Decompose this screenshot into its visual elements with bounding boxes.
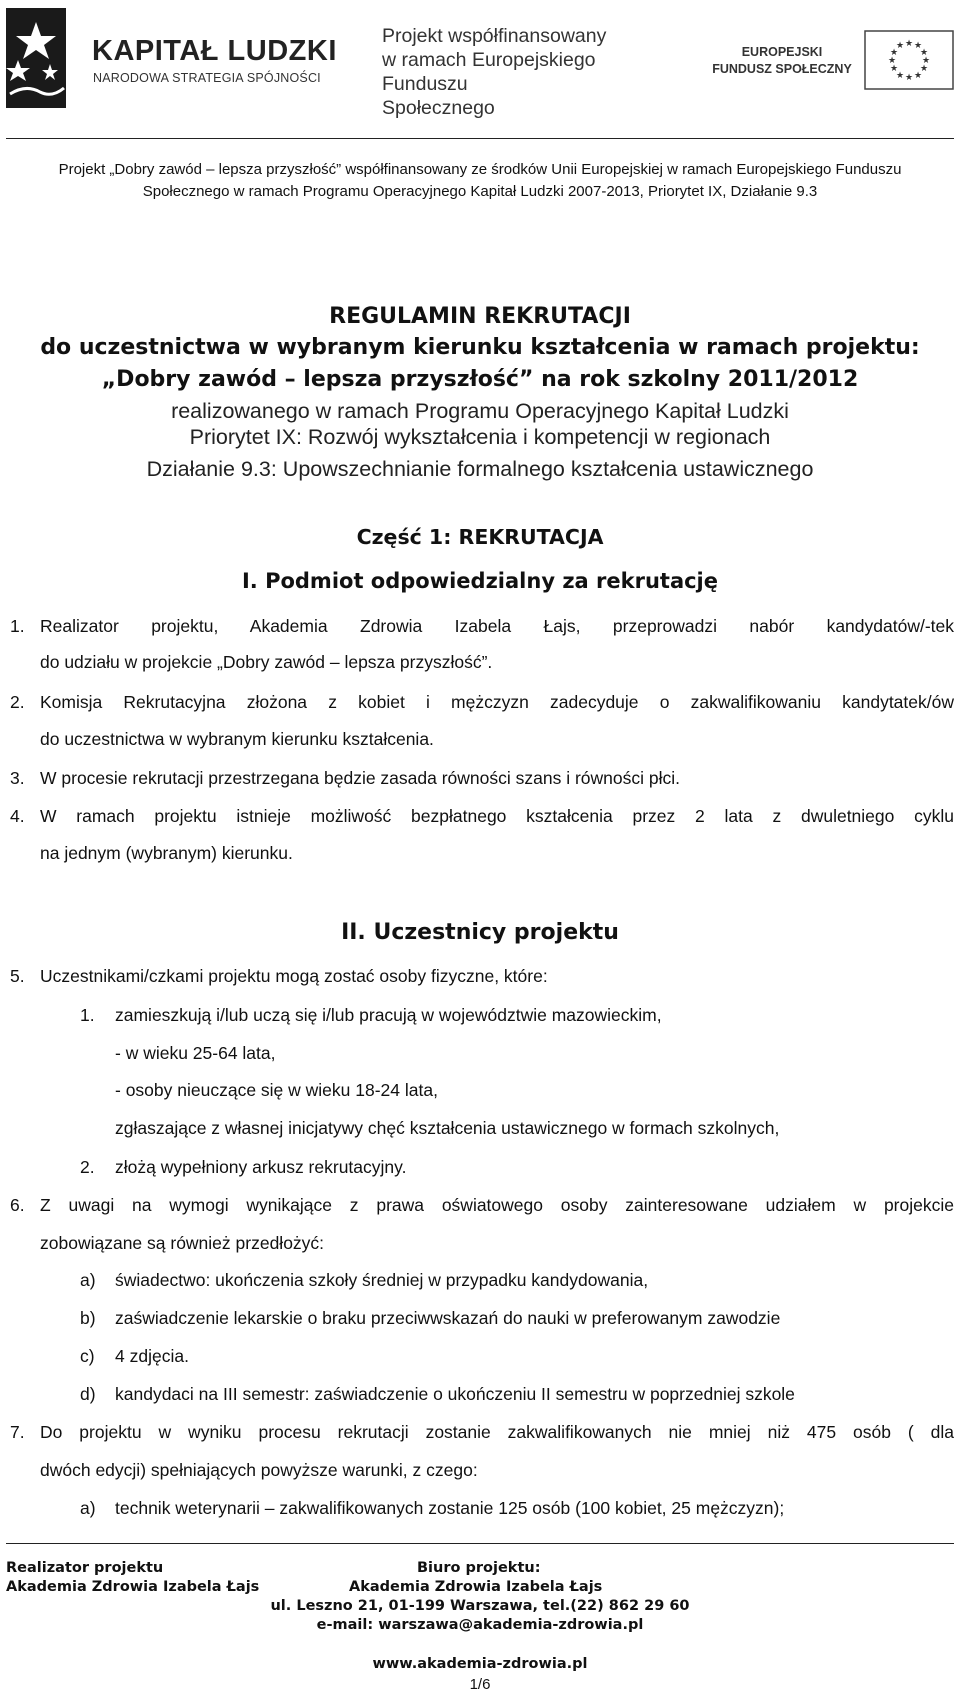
sub-item-label: a) <box>80 1270 96 1290</box>
efs-line: EUROPEJSKI <box>741 45 823 59</box>
footer-website[interactable]: www.akademia-zdrowia.pl <box>372 1656 588 1672</box>
sub-item-number: 2. <box>80 1157 95 1177</box>
title-action-line: Działanie 9.3: Upowszechnianie formalnego kształcenia ustawicznego <box>146 457 814 481</box>
efs-logo-text <box>712 44 852 78</box>
svg-text:★: ★ <box>895 41 905 51</box>
cofinancing-line: Projekt współfinansowany <box>382 25 607 47</box>
svg-text:★: ★ <box>889 48 899 58</box>
sub-item-text: 4 zdjęcia. <box>115 1346 189 1366</box>
item-text-cont: do uczestnictwa w wybranym kierunku kształcenia. <box>40 729 434 749</box>
item-text: W procesie rekrutacji przestrzegana będzie zasada równości szans i równości płci. <box>40 768 680 788</box>
efs-line: FUNDUSZ SPOŁECZNY <box>712 62 852 76</box>
item-number: 5. <box>10 966 25 986</box>
item-number: 1. <box>10 616 25 636</box>
item-number: 3. <box>10 768 25 788</box>
section-heading: I. Podmiot odpowiedzialny za rekrutację <box>241 569 719 593</box>
document-title-line: do uczestnictwa w wybranym kierunku kształcenia w ramach projektu: <box>40 335 920 360</box>
sub-item-text: technik weterynarii – zakwalifikowanych zostanie 125 osób (100 kobiet, 25 mężczyzn); <box>115 1498 785 1518</box>
sub-item-label: d) <box>80 1384 96 1404</box>
svg-text:★: ★ <box>895 71 905 81</box>
sub-item-text: zamieszkują i/lub uczą się i/lub pracują w województwie mazowieckim, <box>115 1005 662 1025</box>
project-name-line: „Dobry zawód – lepsza przyszłość” na rok szkolny 2011/2012 <box>101 367 859 392</box>
footer-rule <box>6 1543 954 1544</box>
sub-item-label: c) <box>80 1346 95 1366</box>
svg-text:★: ★ <box>887 56 897 66</box>
header-rule <box>6 138 954 139</box>
item-number: 6. <box>10 1195 25 1215</box>
title-program-line: realizowanego w ramach Programu Operacyjnego Kapitał Ludzki <box>171 399 789 423</box>
cofinancing-line: w ramach Europejskiego Funduszu <box>382 49 596 95</box>
cofinancing-logo-text <box>382 24 662 120</box>
section-heading: II. Uczestnicy projektu <box>341 920 619 945</box>
svg-text:★: ★ <box>913 41 923 51</box>
sub-item-label: a) <box>80 1498 96 1518</box>
item-number: 2. <box>10 692 25 712</box>
svg-text:★: ★ <box>919 64 929 74</box>
footer-address: ul. Leszno 21, 01-199 Warszawa, tel.(22) 862 29 60 <box>270 1598 690 1614</box>
item-text-cont: na jednym (wybranym) kierunku. <box>40 843 293 863</box>
item-number: 7. <box>10 1422 25 1442</box>
footer-right-name: Akademia Zdrowia Izabela Łajs <box>349 1579 603 1595</box>
item-text: Uczestnikami/czkami projektu mogą zostać osoby fizyczne, które: <box>40 966 548 986</box>
item-text: Komisja Rekrutacyjna złożona z kobiet i mężczyzn zadecyduje o zakwalifikowaniu kandytatek/ów <box>40 692 954 712</box>
item-text-cont: zobowiązane są również przedłożyć: <box>40 1233 325 1253</box>
kapital-ludzki-subtitle: NARODOWA STRATEGIA SPÓJNOŚCI <box>93 71 321 85</box>
item-text: Realizator projektu, Akademia Zdrowia Izabela Łajs, przeprowadzi nabór kandydatów/-tek <box>40 616 954 636</box>
item-text-cont: dwóch edycji) spełniających powyższe warunki, z czego: <box>40 1460 478 1480</box>
project-info-line: Projekt „Dobry zawód – lepsza przyszłość” współfinansowany ze środków Unii Europejskiej w ramach Europejskiego Funduszu <box>58 161 902 178</box>
sub-item-text: złożą wypełniony arkusz rekrutacyjny. <box>115 1157 407 1177</box>
sub-item-detail: zgłaszające z własnej inicjatywy chęć kształcenia ustawicznego w formach szkolnych, <box>115 1118 780 1138</box>
eu-flag-icon <box>864 30 954 90</box>
sub-item-detail: - osoby nieuczące się w wieku 18-24 lata, <box>115 1080 438 1100</box>
kapital-ludzki-logo-icon <box>6 8 66 108</box>
project-info-line: Społecznego w ramach Programu Operacyjnego Kapitał Ludzki 2007-2013, Priorytet IX, Działanie 9.3 <box>142 183 818 200</box>
cofinancing-line: Społecznego <box>382 97 495 119</box>
footer-left-label: Realizator projektu <box>6 1560 164 1576</box>
page-header <box>0 0 960 140</box>
title-priority-line: Priorytet IX: Rozwój wykształcenia i kompetencji w regionach <box>189 425 771 449</box>
svg-text:★: ★ <box>913 71 923 81</box>
item-text: W ramach projektu istnieje możliwość bezpłatnego kształcenia przez 2 lata z dwuletniego cyklu <box>40 806 954 826</box>
sub-item-number: 1. <box>80 1005 95 1025</box>
sub-item-label: b) <box>80 1308 96 1328</box>
footer-email[interactable]: e-mail: warszawa@akademia-zdrowia.pl <box>316 1617 644 1633</box>
item-text: Do projektu w wyniku procesu rekrutacji zostanie zakwalifikowanych nie mniej niż 475 osób ( dla <box>40 1422 954 1442</box>
sub-item-text: świadectwo: ukończenia szkoły średniej w przypadku kandydowania, <box>115 1270 649 1290</box>
sub-item-text: zaświadczenie lekarskie o braku przeciwwskazań do nauki w preferowanym zawodzie <box>115 1308 781 1328</box>
svg-text:★: ★ <box>919 48 929 58</box>
item-text: Z uwagi na wymogi wynikające z prawa oświatowego osoby zainteresowane udziałem w projekcie <box>40 1195 954 1215</box>
footer-right-label: Biuro projektu: <box>417 1560 541 1576</box>
item-text-cont: do udziału w projekcie „Dobry zawód – lepsza przyszłość”. <box>40 652 493 672</box>
svg-text:★: ★ <box>904 39 914 49</box>
sub-item-text: kandydaci na III semestr: zaświadczenie o ukończeniu II semestru w poprzedniej szkole <box>115 1384 795 1404</box>
item-number: 4. <box>10 806 25 826</box>
document-title: REGULAMIN REKRUTACJI <box>329 304 631 329</box>
kapital-ludzki-title: KAPITAŁ LUDZKI <box>92 35 337 67</box>
footer-left-name: Akademia Zdrowia Izabela Łajs <box>6 1579 260 1595</box>
sub-item-detail: - w wieku 25-64 lata, <box>115 1043 276 1063</box>
svg-text:★: ★ <box>889 64 899 74</box>
svg-text:★: ★ <box>904 73 914 83</box>
page-number: 1/6 <box>469 1676 491 1693</box>
part-heading: Część 1: REKRUTACJA <box>356 525 604 549</box>
svg-text:★: ★ <box>921 56 931 66</box>
